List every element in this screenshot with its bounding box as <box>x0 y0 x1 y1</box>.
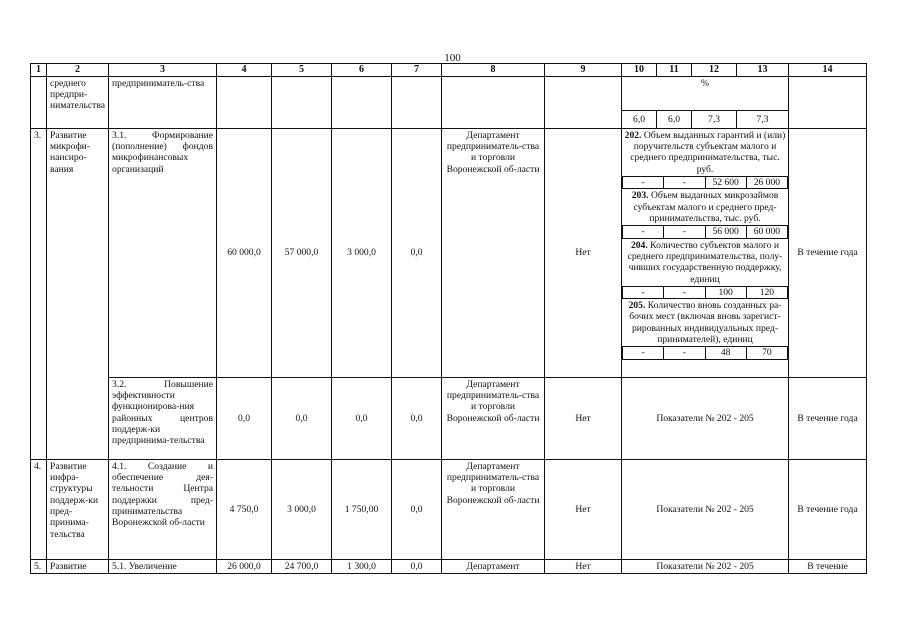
value-cell: 60 000,0 <box>217 128 272 377</box>
value-cell: 6,0 <box>657 110 692 128</box>
value-cell: 0,0 <box>392 128 442 377</box>
table-row <box>31 128 867 377</box>
indicators-ref: Показатели № 202 - 205 <box>622 459 789 559</box>
value-cell: 0,0 <box>392 377 442 459</box>
value-cell: Нет <box>545 559 622 573</box>
row-number: 5. <box>31 559 47 573</box>
event-name: 5.1. Увеличение <box>109 559 217 573</box>
value-cell: 0,0 <box>392 459 442 559</box>
event-name: предприниматель-ства <box>109 76 217 128</box>
row-number: 3. <box>31 128 47 459</box>
period-cell: В течение года <box>789 377 867 459</box>
row-number: 4. <box>31 459 47 559</box>
col-header: 8 <box>442 64 545 77</box>
value-cell: 26 000,0 <box>217 559 272 573</box>
page-number: 100 <box>444 52 461 64</box>
value-cell: 7,3 <box>692 110 737 128</box>
value-cell: 6,0 <box>622 110 657 128</box>
indicator-text: 202. Объем выданных гарантий и (или) поручительств субъектам малого и среднего предпринимательства, тыс. руб. <box>624 129 786 175</box>
col-header: 4 <box>217 64 272 77</box>
column-number-row <box>31 64 867 77</box>
col-header: 3 <box>109 64 217 77</box>
indicators-ref: Показатели № 202 - 205 <box>622 559 789 573</box>
col-header: 6 <box>332 64 392 77</box>
event-name: 3.1. Формирование (пополнение) фондов микрофинансовых организаций <box>109 128 217 377</box>
value-cell: 0,0 <box>272 377 332 459</box>
indicator-text: 205. Количество вновь созданных ра-бочих мест (включая вновь зарегист-рированных индивидуальных пред-принимателей), единиц <box>628 300 782 346</box>
value-cell: Нет <box>545 459 622 559</box>
table-row <box>31 76 867 110</box>
col-header: 12 <box>692 64 737 77</box>
col-header: 11 <box>657 64 692 77</box>
col-header: 13 <box>737 64 789 77</box>
department: Департамент <box>442 559 545 573</box>
col-header: 9 <box>545 64 622 77</box>
program-table <box>30 63 867 574</box>
indicator-text: 204. Количество субъектов малого и среднего предпринимательства, полу-чивших государственную поддержку, единиц <box>627 239 783 285</box>
indicator-values: - - 52 600 26 000 <box>622 176 788 189</box>
col-header: 1 <box>31 64 47 77</box>
value-cell: 0,0 <box>332 377 392 459</box>
period-cell: В течение года <box>789 459 867 559</box>
indicator-values: - - 48 70 <box>622 346 788 359</box>
section-name: Развитие инфра-структуры поддерж-ки пред-принима-тельства <box>47 459 109 559</box>
value-cell: 3 000,0 <box>272 459 332 559</box>
col-header: 14 <box>789 64 867 77</box>
value-cell: 1 300,0 <box>332 559 392 573</box>
value-cell: Нет <box>545 128 622 377</box>
col-header: 5 <box>272 64 332 77</box>
department: Департамент предприниматель-ства и торговли Воронежской об-ласти <box>442 377 545 459</box>
col-header: 7 <box>392 64 442 77</box>
indicator-values: - - 56 000 60 000 <box>622 225 788 238</box>
value-cell: Нет <box>545 377 622 459</box>
value-cell: 3 000,0 <box>332 128 392 377</box>
value-cell: 57 000,0 <box>272 128 332 377</box>
section-name: среднего предпри-нимательства <box>47 76 109 128</box>
value-cell: 7,3 <box>737 110 789 128</box>
section-name: Развитие <box>47 559 109 573</box>
indicators-ref: Показатели № 202 - 205 <box>622 377 789 459</box>
col-header: 10 <box>622 64 657 77</box>
department: Департамент предприниматель-ства и торговли Воронежской об-ласти <box>442 128 545 377</box>
table-row <box>31 377 867 459</box>
unit-label: % <box>622 76 789 110</box>
period-cell: В течение года <box>789 128 867 377</box>
value-cell: 0,0 <box>217 377 272 459</box>
col-header: 2 <box>47 64 109 77</box>
section-name: Развитие микрофи-нансиро-вания <box>47 128 109 459</box>
value-cell: 1 750,00 <box>332 459 392 559</box>
event-name: 3.2. Повышение эффективности функционирова-ния районных центров поддерж-ки предпринима-тельства <box>109 377 217 459</box>
table-row <box>31 559 867 573</box>
indicators-block <box>622 128 789 377</box>
indicator-values: - - 100 120 <box>622 286 788 299</box>
indicator-text: 203. Объем выданных микрозаймов субъектам малого и среднего пред-принимательства, тыс. руб. <box>631 190 779 224</box>
value-cell: 4 750,0 <box>217 459 272 559</box>
table-row <box>31 459 867 559</box>
event-name: 4.1. Создание и обеспечение дея-тельности Центра поддержки пред-принимательства Воронежской об-ласти <box>109 459 217 559</box>
period-cell: В течение <box>789 559 867 573</box>
department: Департамент предприниматель-ства и торговли Воронежской об-ласти <box>442 459 545 559</box>
value-cell: 0,0 <box>392 559 442 573</box>
value-cell: 24 700,0 <box>272 559 332 573</box>
